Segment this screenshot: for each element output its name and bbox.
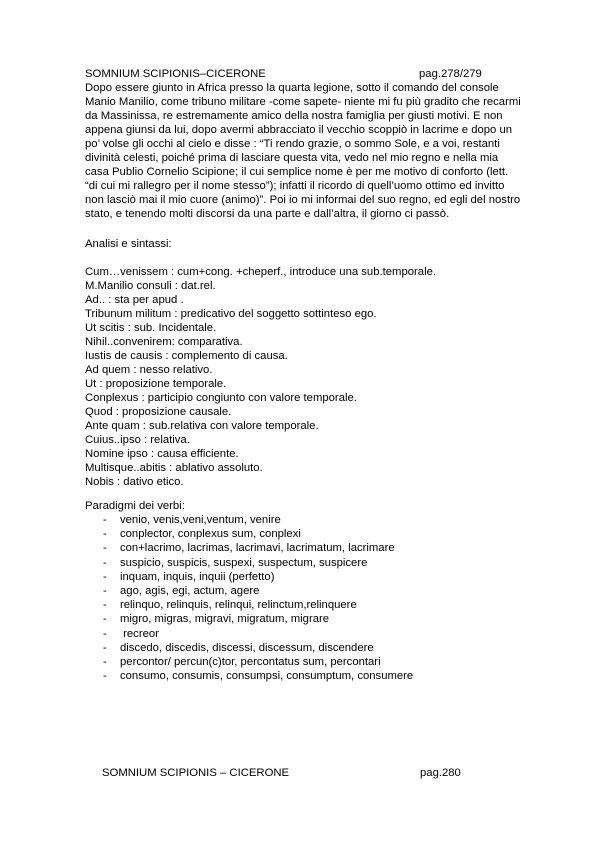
bullet-dash: - <box>103 655 107 668</box>
analysis-item: Tribunum militum : predicativo del soggetto sottinteso ego. <box>85 308 377 320</box>
footer-title: SOMNIUM SCIPIONIS – CICERONE <box>102 767 290 779</box>
paradigm-text: ago, agis, egi, actum, agere <box>120 584 260 597</box>
analysis-item: Ad quem : nesso relativo. <box>85 364 213 376</box>
translation-line: appena giunsi da lui, dopo avermi abbracciato il vecchio scoppiò in lacrime e dopo un <box>85 124 513 136</box>
translation-line: po’ volse gli occhi al cielo e disse : “Ti rendo grazie, o sommo Sole, e a voi, restanti <box>85 138 500 150</box>
paradigm-item <box>85 669 525 683</box>
analysis-item: Nomine ipso : causa efficiente. <box>85 448 239 460</box>
bullet-dash: - <box>103 584 107 597</box>
bullet-dash: - <box>103 514 107 526</box>
paradigm-item <box>85 541 525 555</box>
paradigm-text: con+lacrimo, lacrimas, lacrimavi, lacrimatum, lacrimare <box>120 542 395 555</box>
bullet-dash: - <box>103 670 107 683</box>
paradigm-item <box>85 655 525 669</box>
translation-line: Dopo essere giunto in Africa presso la quarta legione, sotto il comando del console <box>85 82 499 94</box>
analysis-item: Multisque..abitis : ablativo assoluto. <box>85 462 263 474</box>
paradigm-item <box>85 641 525 655</box>
paradigm-text: relinquo, relinquis, relinqui, relinctum,relinquere <box>120 599 357 612</box>
paradigm-text: recreor <box>120 627 159 640</box>
paradigm-item <box>85 556 525 570</box>
translation-line: non lasciò mai il mio cuore (animo)”. Poi io mi informai del suo regno, ed egli del nostro <box>85 194 521 206</box>
analysis-item: M.Manilio consuli : dat.rel. <box>85 280 216 292</box>
bullet-dash: - <box>103 599 107 612</box>
paradigms-heading: Paradigmi dei verbi: <box>85 500 185 512</box>
paradigm-item <box>85 627 525 641</box>
bullet-dash: - <box>103 528 107 541</box>
translation-line: stato, e tenendo molti discorsi da una parte e dall’altra, il giorno ci passò. <box>85 208 450 220</box>
analysis-item: Ut : proposizione temporale. <box>85 378 227 390</box>
paradigm-item <box>85 527 525 541</box>
analysis-item: Ut scitis : sub. Incidentale. <box>85 322 217 334</box>
paradigm-text: suspicio, suspicis, suspexi, suspectum, suspicere <box>120 556 368 569</box>
paradigm-item <box>85 513 525 527</box>
analysis-item: Cuius..ipso : relativa. <box>85 434 190 446</box>
paradigm-item <box>85 570 525 584</box>
bullet-dash: - <box>103 613 107 626</box>
paradigm-item <box>85 584 525 598</box>
paradigm-item <box>85 598 525 612</box>
translation-line: da Massinissa, re estremamente amico della nostra famiglia per giusti motivi. E non <box>85 110 503 122</box>
analysis-item: Conplexus : participio congiunto con valore temporale. <box>85 392 357 404</box>
analysis-heading: Analisi e sintassi: <box>85 238 172 250</box>
paradigm-text: discedo, discedis, discessi, discessum, discendere <box>120 641 374 654</box>
bullet-dash: - <box>103 556 107 569</box>
paradigm-text: venio, venis,veni,ventum, venire <box>120 514 281 526</box>
bullet-dash: - <box>103 542 107 555</box>
analysis-item: Nobis : dativo etico. <box>85 476 184 488</box>
translation-line: Manio Manilio, come tribuno militare -come sapete- niente mi fu più gradito che recarmi <box>85 96 521 108</box>
translation-paragraph <box>85 81 525 221</box>
header-title: SOMNIUM SCIPIONIS–CICERONE <box>85 68 266 80</box>
paradigm-text: consumo, consumis, consumpsi, consumptum, consumere <box>120 670 414 683</box>
analysis-list <box>85 265 525 489</box>
analysis-item: Quod : proposizione causale. <box>85 406 232 418</box>
header-page-numbers: pag.278/279 <box>419 68 482 80</box>
analysis-item: Iustis de causis : complemento di causa. <box>85 350 288 362</box>
paradigm-text: migro, migras, migravi, migratum, migrare <box>120 613 330 626</box>
analysis-item: Ad.. : sta per apud . <box>85 294 184 306</box>
paradigm-item <box>85 612 525 626</box>
paradigm-text: percontor/ percun(c)tor, percontatus sum, percontari <box>120 655 381 668</box>
paradigm-text: conplector, conplexus sum, conplexi <box>120 528 301 541</box>
translation-line: divinità celesti, poiché prima di lasciare questa vita, vedo nel mio regno e nella mia <box>85 152 499 164</box>
analysis-item: Nihil..convenirem: comparativa. <box>85 336 243 348</box>
translation-line: “di cui mi rallegro per il nome stesso”); infatti il ricordo di quell’uomo ottimo ed invitto <box>85 180 505 192</box>
paradigms-list <box>85 513 525 683</box>
analysis-item: Ante quam : sub.relativa con valore temporale. <box>85 420 319 432</box>
bullet-dash: - <box>103 641 107 654</box>
bullet-dash: - <box>103 570 107 583</box>
bullet-dash: - <box>103 627 107 640</box>
paradigm-text: inquam, inquis, inquii (perfetto) <box>120 570 275 583</box>
footer-page-number: pag.280 <box>420 767 461 779</box>
analysis-item: Cum…venissem : cum+cong. +cheperf., introduce una sub.temporale. <box>85 266 437 278</box>
translation-line: casa Publio Cornelio Scipione; il cui semplice nome è per me motivo di conforto (lett. <box>85 166 509 178</box>
